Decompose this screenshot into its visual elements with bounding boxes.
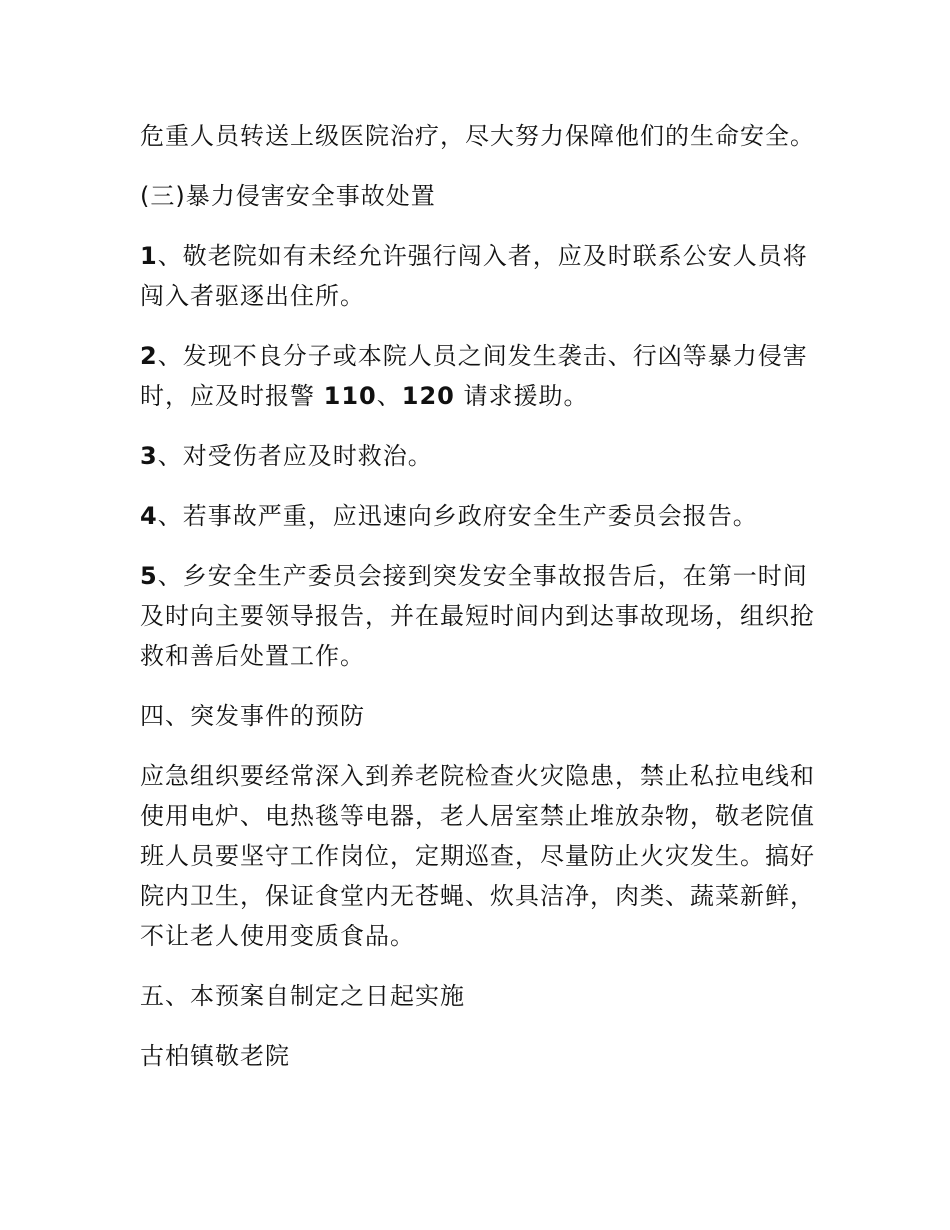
section-heading-effective (140, 976, 820, 1016)
heading-text: 四、突发事件的预防 (140, 702, 365, 730)
list-item-text: 、乡安全生产委员会接到突发安全事故报告后，在第一时间及时向主要领导报告，并在最短时间内到达事故现场，组织抢救和善后处置工作。 (140, 562, 815, 670)
list-item-2 (140, 336, 820, 416)
heading-text: 五、本预案自制定之日起实施 (140, 982, 465, 1010)
heading-text: (三)暴力侵害安全事故处置 (140, 182, 436, 210)
section-heading-prevention (140, 696, 820, 736)
list-item-text: 、敬老院如有未经允许强行闯入者，应及时联系公安人员将闯入者驱逐出住所。 (140, 242, 808, 310)
list-item-3 (140, 436, 820, 476)
list-item-text-end: 请求援助。 (454, 382, 589, 410)
list-item-text: 、若事故严重，应迅速向乡政府安全生产委员会报告。 (157, 502, 758, 530)
paragraph-text: 应急组织要经常深入到养老院检查火灾隐患，禁止私拉电线和使用电炉、电热毯等电器，老人居室禁止堆放杂物，敬老院值班人员要坚守工作岗位，定期巡查，尽量防止火灾发生。搞好院内卫生，保证食堂内无苍蝇、炊具洁净，肉类、蔬菜新鲜，不让老人使用变质食品。 (140, 762, 815, 950)
prevention-paragraph (140, 756, 820, 956)
emergency-number-110: 110 (323, 382, 377, 410)
paragraph-text: 危重人员转送上级医院治疗，尽大努力保障他们的生命安全。 (140, 122, 815, 150)
list-item-text: 、对受伤者应及时救治。 (157, 442, 433, 470)
list-item-4 (140, 496, 820, 536)
document-body (140, 116, 820, 1076)
list-number: 5 (140, 562, 158, 590)
list-number: 4 (140, 502, 158, 530)
list-item-5 (140, 556, 820, 676)
paragraph-continuation (140, 116, 820, 156)
organization-name: 古柏镇敬老院 (140, 1042, 290, 1070)
list-number: 1 (140, 242, 158, 270)
signature-organization (140, 1036, 820, 1076)
section-heading-violence (140, 176, 820, 216)
list-number: 2 (140, 342, 158, 370)
list-number: 3 (140, 442, 158, 470)
emergency-number-120: 120 (401, 382, 455, 410)
separator: 、 (376, 382, 402, 410)
list-item-1 (140, 236, 820, 316)
list-item-text: 、发现不良分子或本院人员之间发生袭击、行凶等暴力侵害时，应及时报警 (140, 342, 808, 410)
